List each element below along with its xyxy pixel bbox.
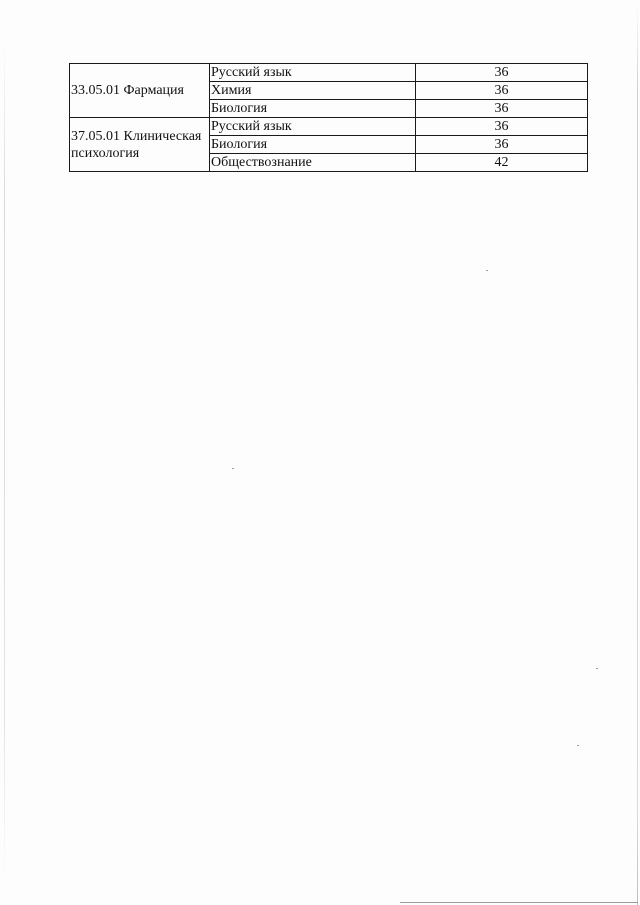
program-name-line: 33.05.01 Фармация [71, 83, 184, 98]
scan-edge-right [637, 0, 638, 905]
scan-speck [486, 270, 488, 271]
program-name-line: 37.05.01 Клиническая [71, 128, 202, 144]
scan-speck [577, 745, 579, 746]
scan-edge-left [4, 30, 5, 900]
subject-cell: Химия [210, 82, 416, 100]
score-cell: 42 [416, 154, 588, 172]
score-cell: 36 [416, 136, 588, 154]
program-name-line: психология [71, 145, 140, 161]
subject-cell: Обществознание [210, 154, 416, 172]
score-cell: 36 [416, 118, 588, 136]
program-cell [70, 64, 210, 118]
scan-speck [232, 468, 234, 469]
min-scores-table [69, 63, 588, 172]
subject-cell: Биология [210, 136, 416, 154]
score-cell: 36 [416, 64, 588, 82]
score-cell: 36 [416, 82, 588, 100]
subject-cell: Русский язык [210, 118, 416, 136]
subject-cell: Русский язык [210, 64, 416, 82]
scan-speck [596, 668, 598, 669]
score-cell: 36 [416, 100, 588, 118]
subject-cell: Биология [210, 100, 416, 118]
scan-edge-bottom [400, 902, 638, 903]
program-cell [70, 118, 210, 172]
table-row [70, 118, 588, 136]
table-row [70, 64, 588, 82]
